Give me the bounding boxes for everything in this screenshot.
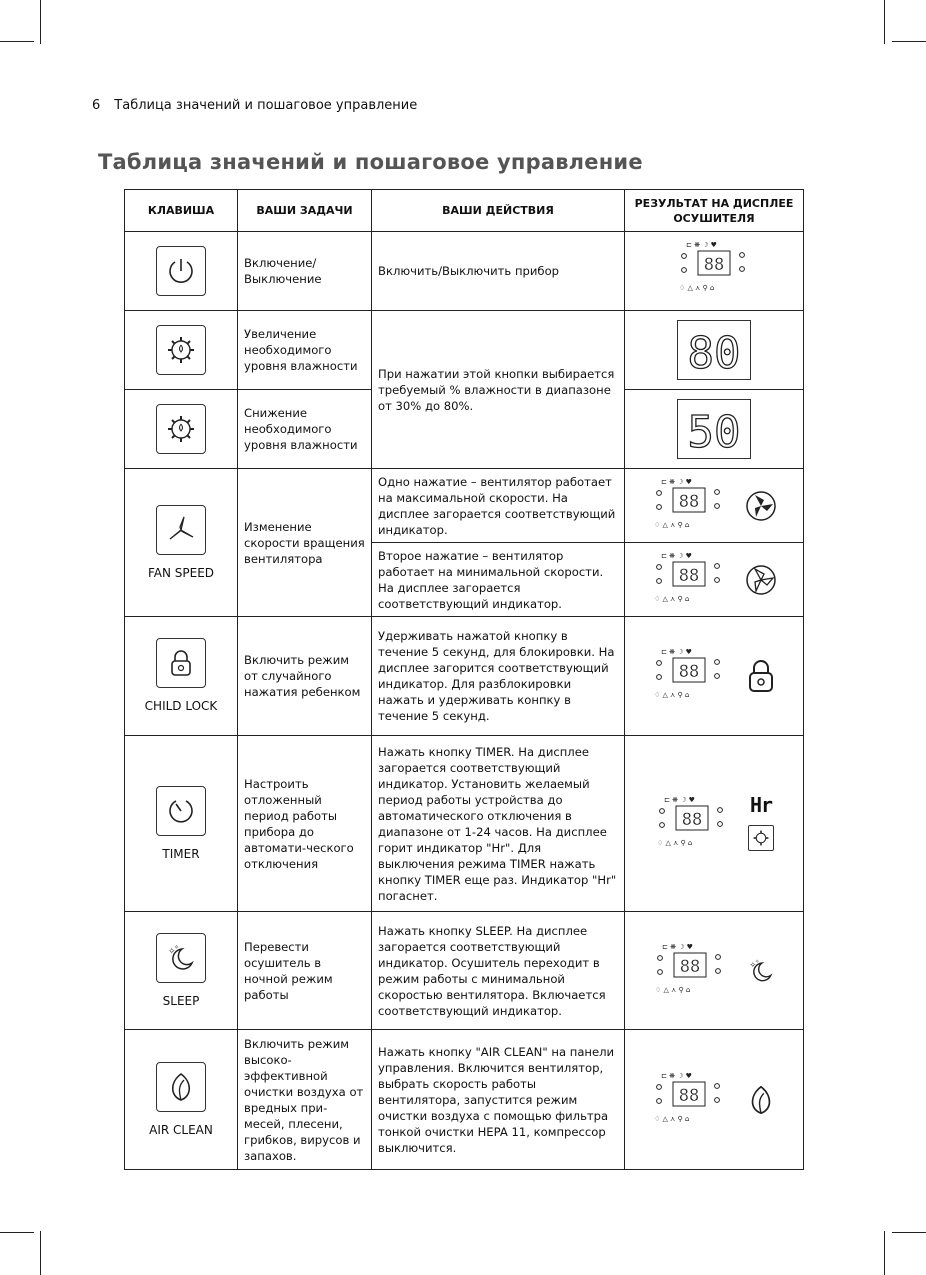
hum-down-task: Снижение необходимого уровня влажности — [238, 390, 372, 469]
fan-result-2 — [625, 543, 804, 617]
table-row — [125, 912, 804, 1030]
svg-text:✧: ✧ — [749, 959, 757, 969]
humidity-action: При нажатии этой кнопки выбирается требуемый % влажности в диапазоне от 30% до 80%. — [372, 311, 625, 469]
hum-up-task: Увеличение необходимого уровня влажности — [238, 311, 372, 390]
fan-action-1: Одно нажатие – вентилятор работает на максимальной скорости. На дисплее загорается соответствующий индикатор. — [372, 469, 625, 543]
lock-indicator-icon — [745, 658, 777, 694]
fan-speed-button — [156, 505, 206, 555]
display-panel-icon — [676, 242, 752, 296]
fan-low-icon — [745, 564, 777, 596]
humidity-down-button — [156, 404, 206, 454]
clean-action: Нажать кнопку "AIR CLEAN" на панели управления. Включится вентилятор, выбрать скорость работы вентилятора, запустится режим очистки воздуха с помощью фильтра тонкой очистки HEPA 11, компрессор выключится. — [372, 1030, 625, 1170]
power-button — [156, 246, 206, 296]
lock-result — [625, 617, 804, 736]
timer-result — [625, 736, 804, 912]
svg-text:✧: ✧ — [174, 943, 180, 951]
lock-icon — [164, 646, 198, 680]
clean-result — [625, 1030, 804, 1170]
air-clean-label: AIR CLEAN — [149, 1122, 213, 1137]
svg-text:✧: ✧ — [168, 946, 176, 957]
fan-high-icon — [745, 490, 777, 522]
header-key: КЛАВИША — [125, 190, 238, 232]
sleep-label: SLEEP — [162, 993, 200, 1008]
display-panel-icon — [654, 797, 730, 851]
clean-key-cell — [125, 1030, 238, 1170]
timer-task: Настроить отложенный период работы прибора до автомати-ческого отключения — [238, 736, 372, 912]
header-result: РЕЗУЛЬТАТ НА ДИСПЛЕЕ ОСУШИТЕЛЯ — [625, 190, 804, 232]
lock-action: Удерживать нажатой кнопку в течение 5 секунд, для блокировки. На дисплее загорится соответствующий индикатор. Для разблокировки нажать и удерживать конпку в течение 5 секунд. — [372, 617, 625, 736]
segment-digits-icon — [683, 326, 745, 374]
power-icon — [164, 254, 198, 288]
page-number: 6 — [92, 98, 101, 113]
hr-indicator: Hr — [749, 792, 773, 817]
sleep-task: Перевести осушитель в ночной режим работы — [238, 912, 372, 1030]
humidity-display-value: 50 — [687, 407, 741, 453]
sleep-result — [625, 912, 804, 1030]
crop-mark — [40, 1231, 41, 1275]
moon-icon — [164, 941, 198, 975]
humidity-gear-icon — [164, 412, 198, 446]
table-row — [125, 469, 804, 543]
running-header-text: Таблица значений и пошаговое управление — [114, 98, 418, 113]
crop-mark — [884, 0, 885, 44]
leaf-indicator-icon — [745, 1082, 777, 1118]
fan-action-2: Второе нажатие – вентилятор работает на минимальной скорости. На дисплее загорается соответствующий индикатор. — [372, 543, 625, 617]
power-task: Включение/ Выключение — [238, 232, 372, 311]
fan-key-cell — [125, 469, 238, 617]
display-panel-icon — [652, 944, 728, 998]
humidity-display — [677, 320, 751, 380]
fan-result-1 — [625, 469, 804, 543]
hum-up-key-cell — [125, 311, 238, 390]
hum-down-result — [625, 390, 804, 469]
fan-icon — [164, 513, 198, 547]
table-row — [125, 1030, 804, 1170]
hum-down-key-cell — [125, 390, 238, 469]
header-action: ВАШИ ДЕЙСТВИЯ — [372, 190, 625, 232]
power-action: Включить/Выключить прибор — [372, 232, 625, 311]
table-row — [125, 617, 804, 736]
crop-mark — [892, 41, 926, 42]
fan-speed-label: FAN SPEED — [147, 565, 215, 580]
humidity-display — [677, 399, 751, 459]
power-result — [625, 232, 804, 311]
lock-key-cell — [125, 617, 238, 736]
display-panel-icon — [651, 479, 727, 533]
timer-label: TIMER — [162, 846, 200, 861]
crop-mark — [0, 1232, 34, 1233]
power-key-cell — [125, 232, 238, 311]
humidity-gear-icon — [164, 333, 198, 367]
hum-up-result — [625, 311, 804, 390]
air-clean-button — [156, 1062, 206, 1112]
humidity-display-value: 80 — [687, 328, 741, 374]
controls-table — [124, 189, 804, 1170]
running-header — [92, 98, 417, 113]
humidity-up-button — [156, 325, 206, 375]
table-row — [125, 311, 804, 390]
display-panel-icon — [651, 553, 727, 607]
display-panel-icon — [651, 649, 727, 703]
header-task: ВАШИ ЗАДАЧИ — [238, 190, 372, 232]
segment-digits-icon — [683, 405, 745, 453]
lock-task: Включить режим от случайного нажатия ребенком — [238, 617, 372, 736]
timer-small-button — [748, 825, 774, 851]
svg-text:✧: ✧ — [754, 958, 760, 965]
clean-task: Включить режим высоко-эффективной очистки воздуха от вредных при-месей, плесени, грибков, вирусов и запахов. — [238, 1030, 372, 1170]
child-lock-button — [156, 638, 206, 688]
moon-indicator-icon — [746, 956, 776, 986]
crop-mark — [892, 1232, 926, 1233]
crop-mark — [884, 1231, 885, 1275]
child-lock-label: CHILD LOCK — [144, 699, 218, 713]
crop-mark — [40, 0, 41, 44]
humidity-gear-icon — [752, 829, 770, 847]
leaf-icon — [164, 1070, 198, 1104]
page-title: Таблица значений и пошаговое управление — [98, 150, 643, 174]
timer-key-cell — [125, 736, 238, 912]
sleep-button — [156, 933, 206, 983]
sleep-key-cell — [125, 912, 238, 1030]
display-panel-icon — [651, 1073, 727, 1127]
table-header-row — [125, 190, 804, 232]
timer-action: Нажать кнопку TIMER. На дисплее загорается соответствующий индикатор. Установить желаемый период работы устройства до автоматического отключения в диапазоне от 1-24 часов. На дисплее горит индикатор "Hr". Для выключения режима TIMER нажать кнопку TIMER еще раз. Индикатор "Hr" погаснет. — [372, 736, 625, 912]
timer-button — [156, 786, 206, 836]
fan-task: Изменение скорости вращения вентилятора — [238, 469, 372, 617]
crop-mark — [0, 41, 34, 42]
table-row — [125, 232, 804, 311]
sleep-action: Нажать кнопку SLEEP. На дисплее загорается соответствующий индикатор. Осушитель переходит в режим работы с минимальной скоростью вентилятора. Включается соответствующий индикатор. — [372, 912, 625, 1030]
table-row — [125, 736, 804, 912]
timer-icon — [164, 794, 198, 828]
